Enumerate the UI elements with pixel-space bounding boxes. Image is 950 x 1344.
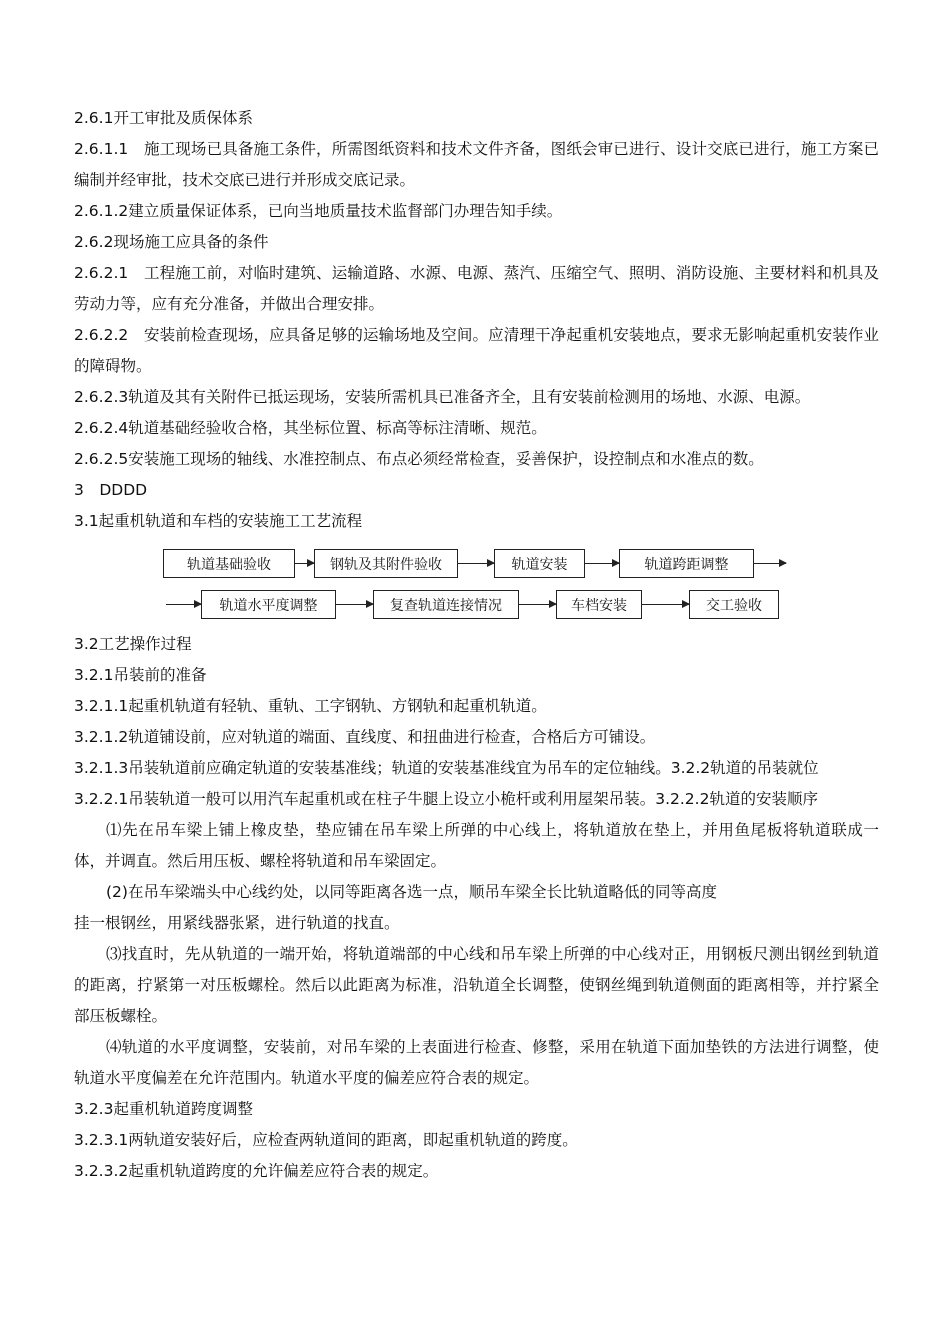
heading-3-2-1: 3.2.1吊装前的准备 <box>74 666 207 684</box>
flow-step-handover: 交工验收 <box>689 590 779 619</box>
heading-2-6-1: 2.6.1开工审批及质保体系 <box>74 109 253 127</box>
document-page <box>74 103 879 1187</box>
flow-step-foundation-acceptance: 轨道基础验收 <box>163 549 295 578</box>
process-flowchart <box>74 537 879 629</box>
flow-arrow <box>458 563 494 564</box>
heading-3: 3 DDDD <box>74 481 148 499</box>
heading-3-2-3: 3.2.3起重机轨道跨度调整 <box>74 1100 253 1118</box>
step-3: ⑶找直时，先从轨道的一端开始，将轨道端部的中心线和吊车梁上所弹的中心线对正，用钢板尺测出钢丝到轨道的距离，拧紧第一对压板螺栓。然后以此距离为标准，沿轨道全长调整，使钢丝绳到轨道侧面的距离相等，并拧紧全部压板螺栓。 <box>74 945 879 1025</box>
step-1: ⑴先在吊车梁上铺上橡皮垫，垫应铺在吊车梁上所弹的中心线上，将轨道放在垫上，并用鱼尾板将轨道联成一体，并调直。然后用压板、螺栓将轨道和吊车梁固定。 <box>74 821 879 870</box>
paragraph-2-6-1-1: 2.6.1.1 施工现场已具备施工条件，所需图纸资料和技术文件齐备，图纸会审已进行、设计交底已进行，施工方案已编制并经审批，技术交底已进行并形成交底记录。 <box>74 140 879 189</box>
paragraph-3-2-1-3: 3.2.1.3吊装轨道前应确定轨道的安装基准线；轨道的安装基准线宜为吊车的定位轴线。3.2.2轨道的吊装就位 <box>74 759 819 777</box>
step-2-continued: 挂一根钢丝，用紧线器张紧，进行轨道的找直。 <box>74 914 400 932</box>
flow-arrow <box>519 604 556 605</box>
paragraph-3-2-1-2: 3.2.1.2轨道铺设前，应对轨道的端面、直线度、和扭曲进行检查，合格后方可铺设。 <box>74 728 656 746</box>
paragraph-3-2-3-1: 3.2.3.1两轨道安装好后，应检查两轨道间的距离，即起重机轨道的跨度。 <box>74 1131 578 1149</box>
flow-arrow <box>754 563 786 564</box>
flow-step-rail-install: 轨道安装 <box>494 549 585 578</box>
paragraph-3-2-1-1: 3.2.1.1起重机轨道有轻轨、重轨、工字钢轨、方钢轨和起重机轨道。 <box>74 697 547 715</box>
flow-arrow <box>585 563 619 564</box>
flow-arrow <box>295 563 314 564</box>
flow-arrow <box>642 604 689 605</box>
paragraph-2-6-2-3: 2.6.2.3轨道及其有关附件已抵运现场，安装所需机具已准备齐全，且有安装前检测用的场地、水源、电源。 <box>74 388 811 406</box>
flow-step-stop-install: 车档安装 <box>556 590 642 619</box>
paragraph-2-6-2-1: 2.6.2.1 工程施工前，对临时建筑、运输道路、水源、电源、蒸汽、压缩空气、照明、消防设施、主要材料和机具及劳动力等，应有充分准备，并做出合理安排。 <box>74 264 879 313</box>
flow-step-span-adjust: 轨道跨距调整 <box>619 549 754 578</box>
flow-arrow <box>336 604 373 605</box>
heading-3-1: 3.1起重机轨道和车档的安装施工工艺流程 <box>74 512 363 530</box>
paragraph-2-6-1-2: 2.6.1.2建立质量保证体系，已向当地质量技术监督部门办理告知手续。 <box>74 202 563 220</box>
step-4: ⑷轨道的水平度调整，安装前，对吊车梁的上表面进行检查、修整，采用在轨道下面加垫铁的方法进行调整，使轨道水平度偏差在允许范围内。轨道水平度的偏差应符合表的规定。 <box>74 1038 879 1087</box>
heading-2-6-2: 2.6.2现场施工应具备的条件 <box>74 233 269 251</box>
paragraph-2-6-2-2: 2.6.2.2 安装前检查现场，应具备足够的运输场地及空间。应清理干净起重机安装地点，要求无影响起重机安装作业的障碍物。 <box>74 326 879 375</box>
paragraph-3-2-2-1: 3.2.2.1吊装轨道一般可以用汽车起重机或在柱子牛腿上设立小桅杆或利用屋架吊装。3.2.2.2轨道的安装顺序 <box>74 790 818 808</box>
flow-step-level-adjust: 轨道水平度调整 <box>201 590 336 619</box>
paragraph-3-2-3-2: 3.2.3.2起重机轨道跨度的允许偏差应符合表的规定。 <box>74 1162 439 1180</box>
paragraph-2-6-2-5: 2.6.2.5安装施工现场的轴线、水准控制点、布点必须经常检查，妥善保护，设控制点和水准点的数。 <box>74 450 764 468</box>
flow-arrow <box>166 604 201 605</box>
paragraph-2-6-2-4: 2.6.2.4轨道基础经验收合格，其坐标位置、标高等标注清晰、规范。 <box>74 419 547 437</box>
step-2: (2)在吊车梁端头中心线约处，以同等距离各选一点，顺吊车梁全长比轨道略低的同等高度 <box>106 883 717 901</box>
flow-step-rail-acceptance: 钢轨及其附件验收 <box>314 549 458 578</box>
flow-step-joint-check: 复查轨道连接情况 <box>373 590 519 619</box>
heading-3-2: 3.2工艺操作过程 <box>74 635 192 653</box>
